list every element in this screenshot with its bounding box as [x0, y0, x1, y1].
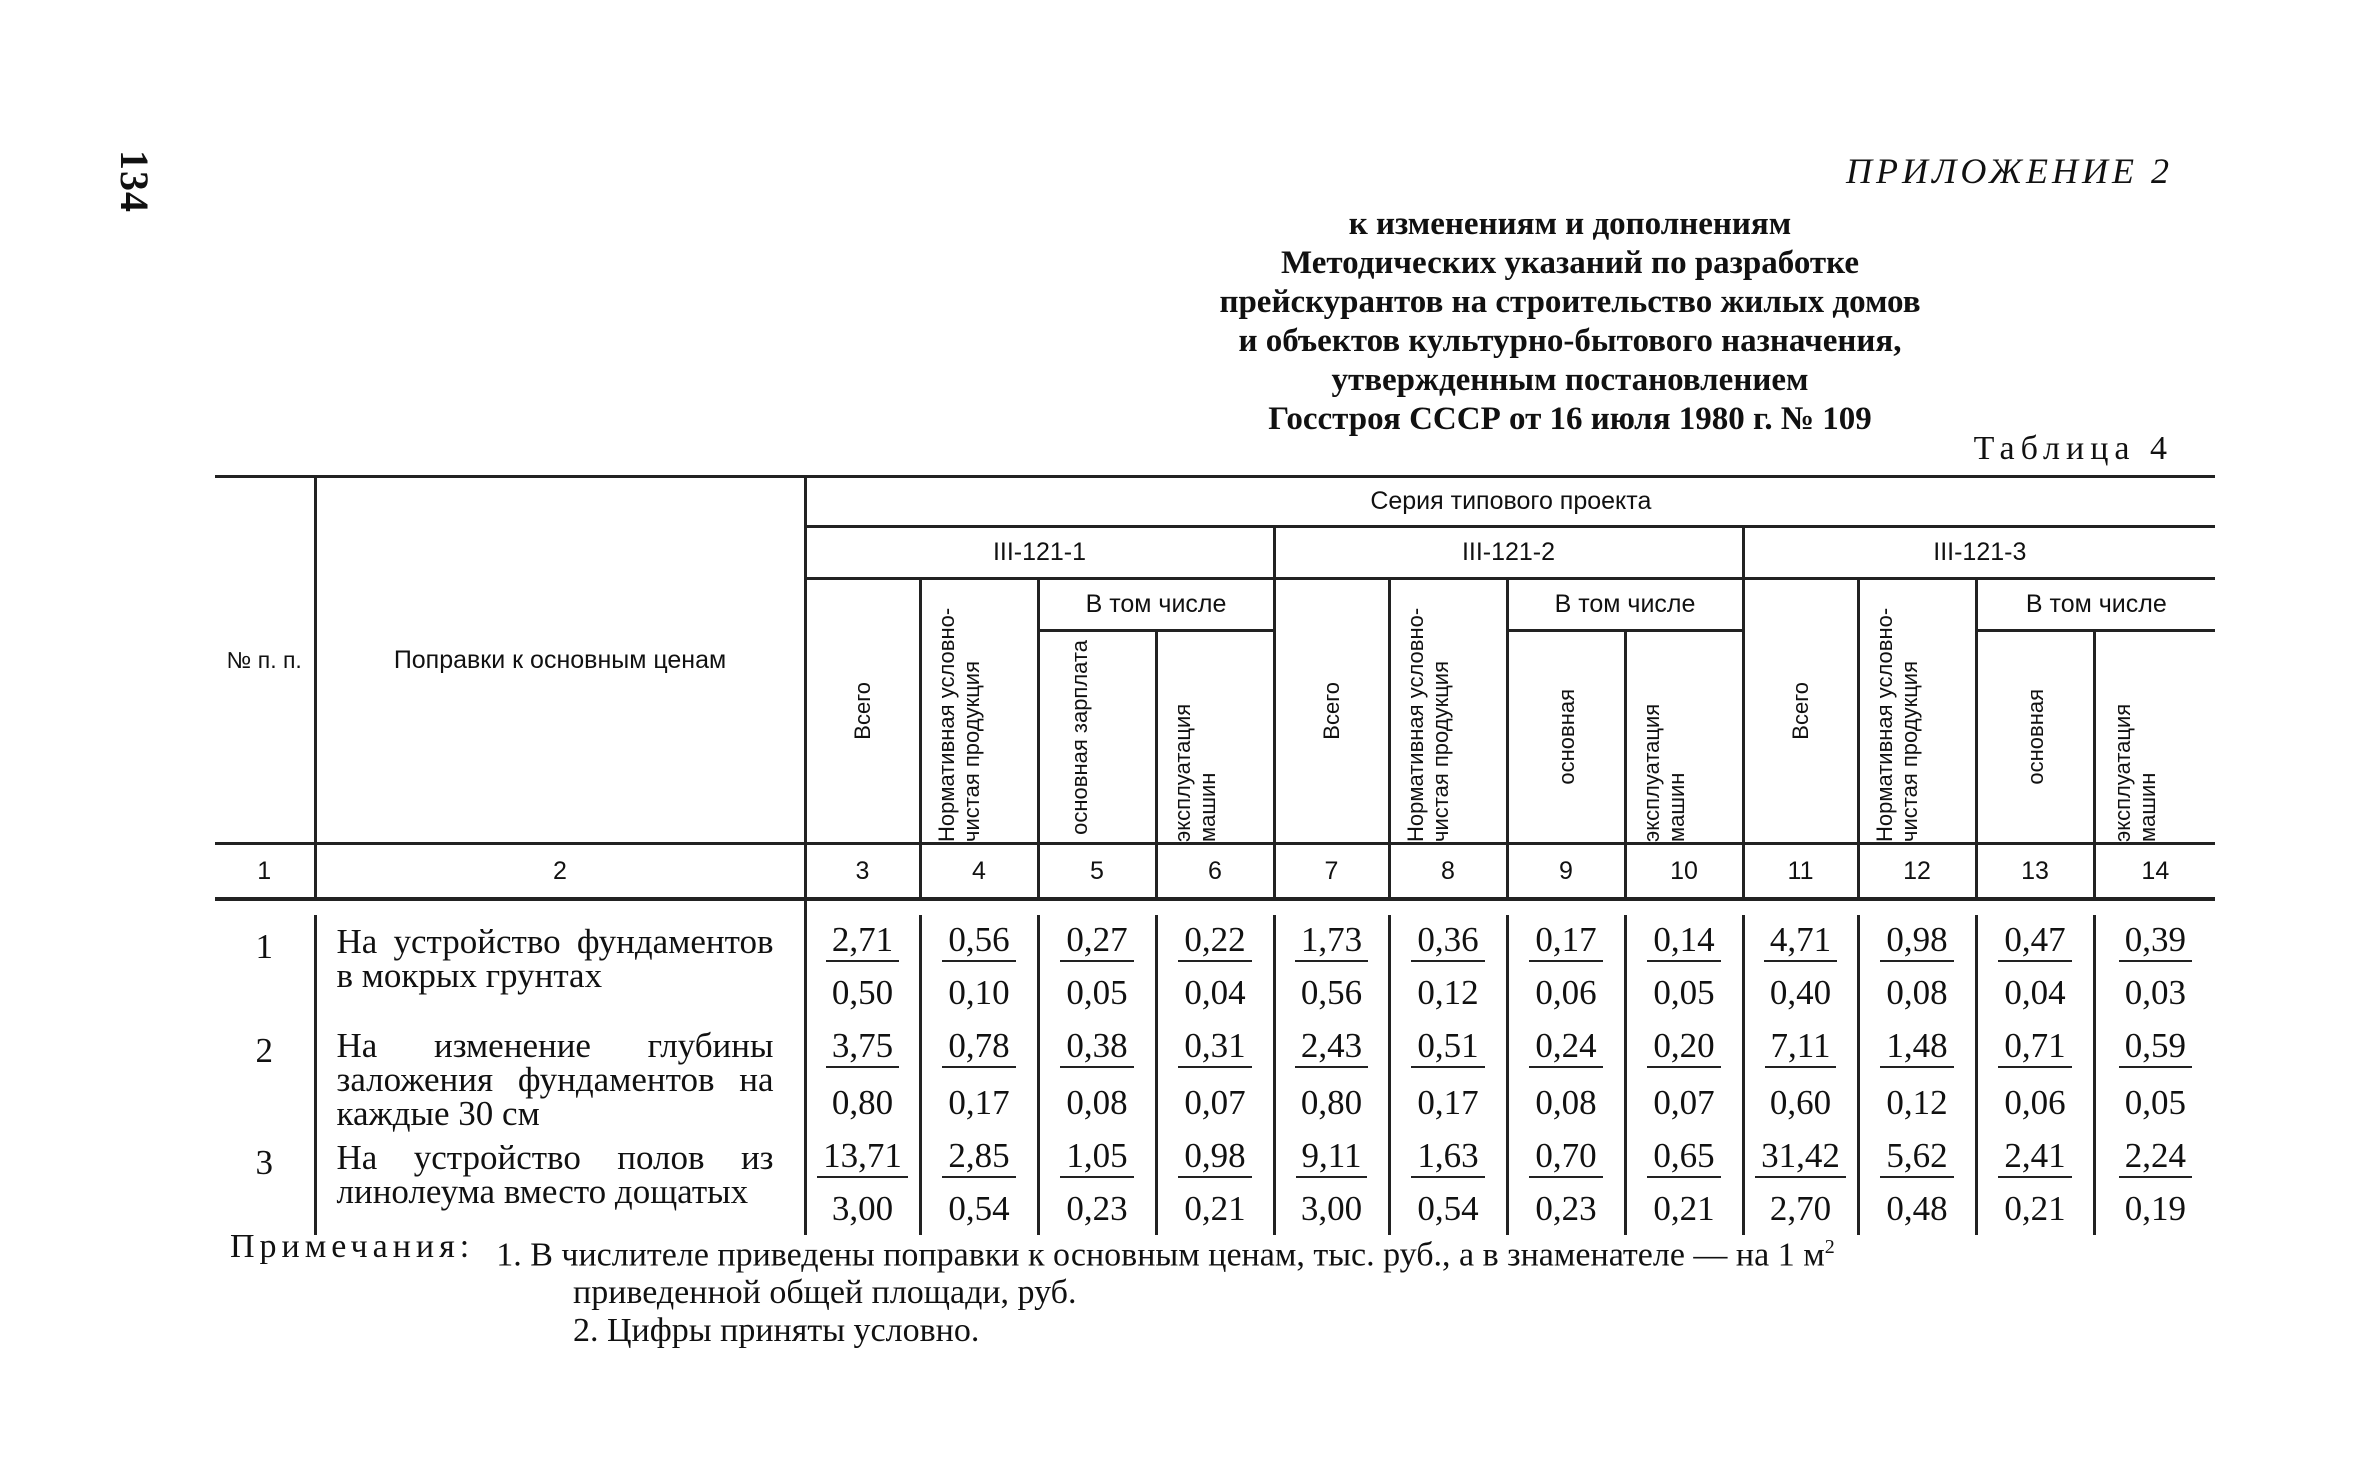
numerator-cell: 0,56	[920, 915, 1038, 967]
note-1: 1. В числителе приведены поправки к основным ценам, тыс. руб., а в знаменателе — на 1 $м^2$	[496, 1236, 1835, 1274]
numerator-cell: 0,27	[1038, 915, 1156, 967]
denominator-cell: 0,17	[920, 1075, 1038, 1131]
column-number: 11	[1743, 844, 1858, 900]
row-number: 1	[255, 927, 273, 966]
row-number: 2	[255, 1031, 273, 1070]
header-total-3: Всего	[1743, 579, 1858, 844]
header-series-2: III-121-2	[1274, 527, 1743, 579]
page-number: 134	[112, 150, 157, 213]
denominator-cell: 0,03	[2094, 967, 2215, 1019]
numerator-cell: 13,71	[805, 1131, 920, 1183]
denominator-cell: 0,06	[1976, 1075, 2094, 1131]
denominator-cell: 0,40	[1743, 967, 1858, 1019]
denominator-cell: 0,48	[1858, 1183, 1976, 1235]
denominator-cell: 0,56	[1274, 967, 1389, 1019]
header-including-2: В том числе	[1507, 579, 1743, 631]
denominator-cell: 0,23	[1507, 1183, 1625, 1235]
numerator-cell: 1,63	[1389, 1131, 1507, 1183]
heading-line: прейскурантов на строительство жилых домов	[1219, 284, 1921, 320]
denominator-cell: 0,06	[1507, 967, 1625, 1019]
numerator-cell: 2,24	[2094, 1131, 2215, 1183]
numerator-cell: 1,05	[1038, 1131, 1156, 1183]
denominator-cell: 0,05	[1625, 967, 1743, 1019]
denominator-cell: 0,10	[920, 967, 1038, 1019]
denominator-cell: 0,07	[1156, 1075, 1274, 1131]
note-1-continuation: приведенной общей площади, руб.	[573, 1274, 1077, 1312]
column-number: 13	[1976, 844, 2094, 900]
corrections-table	[215, 475, 2215, 1235]
denominator-cell: 0,12	[1389, 967, 1507, 1019]
header-corrections: Поправки к основным ценам	[315, 477, 805, 844]
numerator-cell: 0,20	[1625, 1019, 1743, 1075]
numerator-cell: 0,17	[1507, 915, 1625, 967]
numerator-cell: 4,71	[1743, 915, 1858, 967]
numerator-cell: 0,65	[1625, 1131, 1743, 1183]
denominator-cell: 0,54	[1389, 1183, 1507, 1235]
numerator-cell: 0,38	[1038, 1019, 1156, 1075]
numerator-cell: 2,41	[1976, 1131, 2094, 1183]
denominator-cell: 0,21	[1976, 1183, 2094, 1235]
header-basic-2: основная	[1507, 631, 1625, 844]
denominator-cell: 0,80	[805, 1075, 920, 1131]
column-number: 3	[805, 844, 920, 900]
denominator-cell: 3,00	[1274, 1183, 1389, 1235]
numerator-cell: 5,62	[1858, 1131, 1976, 1183]
denominator-cell: 0,19	[2094, 1183, 2215, 1235]
header-series-1: III-121-1	[805, 527, 1274, 579]
column-number: 10	[1625, 844, 1743, 900]
denominator-cell: 2,70	[1743, 1183, 1858, 1235]
row-description: На устройство полов из линолеума вместо дощатых	[315, 1131, 805, 1235]
column-number: 2	[315, 844, 805, 900]
appendix-label: ПРИЛОЖЕНИЕ 2	[1846, 151, 2173, 191]
denominator-cell: 0,08	[1858, 967, 1976, 1019]
numerator-cell: 2,85	[920, 1131, 1038, 1183]
note-2: 2. Цифры приняты условно.	[573, 1312, 980, 1350]
numerator-cell: 1,73	[1274, 915, 1389, 967]
numerator-cell: 0,78	[920, 1019, 1038, 1075]
denominator-cell: 0,08	[1507, 1075, 1625, 1131]
denominator-cell: 0,80	[1274, 1075, 1389, 1131]
denominator-cell: 0,07	[1625, 1075, 1743, 1131]
denominator-cell: 0,08	[1038, 1075, 1156, 1131]
notes-label: Примечания:	[230, 1228, 475, 1265]
denominator-cell: 0,21	[1625, 1183, 1743, 1235]
header-basic-wage-1: основная зарплата	[1038, 631, 1156, 844]
column-number: 9	[1507, 844, 1625, 900]
header-basic-3: основная	[1976, 631, 2094, 844]
numerator-cell: 0,36	[1389, 915, 1507, 967]
numerator-cell: 0,39	[2094, 915, 2215, 967]
denominator-cell: 0,05	[2094, 1075, 2215, 1131]
denominator-cell: 0,21	[1156, 1183, 1274, 1235]
heading-line: к изменениям и дополнениям	[1348, 206, 1792, 242]
column-number: 8	[1389, 844, 1507, 900]
header-total-1: Всего	[805, 579, 920, 844]
header-machines-2: эксплуатация машин	[1625, 631, 1743, 844]
column-number: 4	[920, 844, 1038, 900]
numerator-cell: 0,14	[1625, 915, 1743, 967]
heading-line: и объектов культурно-бытового назначения,	[1238, 323, 1902, 359]
numerator-cell: 7,11	[1743, 1019, 1858, 1075]
header-series-3: III-121-3	[1743, 527, 2215, 579]
numerator-cell: 1,48	[1858, 1019, 1976, 1075]
header-including-1: В том числе	[1038, 579, 1274, 631]
numerator-cell: 0,47	[1976, 915, 2094, 967]
header-num: № п. п.	[215, 477, 315, 844]
denominator-cell: 0,60	[1743, 1075, 1858, 1131]
table-label: Таблица 4	[1973, 430, 2173, 467]
header-normative-2: Нормативная условно-чистая продукция	[1389, 579, 1507, 844]
denominator-cell: 3,00	[805, 1183, 920, 1235]
header-including-3: В том числе	[1976, 579, 2215, 631]
row-description: На изменение глубины заложения фундаментов на каждые 30 см	[315, 1019, 805, 1131]
numerator-cell: 0,22	[1156, 915, 1274, 967]
table-body	[215, 899, 2215, 1235]
header-normative-1: Нормативная условно-чистая продукция	[920, 579, 1038, 844]
numerator-cell: 2,43	[1274, 1019, 1389, 1075]
header-machines-1: эксплуатация машин	[1156, 631, 1274, 844]
denominator-cell: 0,04	[1976, 967, 2094, 1019]
document-heading	[1040, 205, 2100, 439]
numerator-cell: 3,75	[805, 1019, 920, 1075]
column-number: 5	[1038, 844, 1156, 900]
row-description: На устройство фундаментов в мокрых грунтах	[315, 915, 805, 1019]
numerator-cell: 0,59	[2094, 1019, 2215, 1075]
numerator-cell: 0,98	[1858, 915, 1976, 967]
denominator-cell: 0,50	[805, 967, 920, 1019]
notes	[230, 1228, 1835, 1350]
denominator-cell: 0,05	[1038, 967, 1156, 1019]
numerator-cell: 0,31	[1156, 1019, 1274, 1075]
denominator-cell: 0,12	[1858, 1075, 1976, 1131]
numerator-cell: 2,71	[805, 915, 920, 967]
header-machines-3: эксплуатация машин	[2094, 631, 2215, 844]
header-normative-3: Нормативная условно-чистая продукция	[1858, 579, 1976, 844]
denominator-cell: 0,17	[1389, 1075, 1507, 1131]
heading-line: Госстроя СССР от 16 июля 1980 г. № 109	[1268, 401, 1872, 437]
numerator-cell: 0,70	[1507, 1131, 1625, 1183]
denominator-cell: 0,54	[920, 1183, 1038, 1235]
column-number: 12	[1858, 844, 1976, 900]
column-number: 1	[215, 844, 315, 900]
heading-line: Методических указаний по разработке	[1281, 245, 1859, 281]
row-number: 3	[255, 1143, 273, 1182]
column-number: 14	[2094, 844, 2215, 900]
numerator-cell: 0,24	[1507, 1019, 1625, 1075]
numerator-cell: 0,71	[1976, 1019, 2094, 1075]
numerator-cell: 9,11	[1274, 1131, 1389, 1183]
header-series-title: Серия типового проекта	[805, 477, 2215, 527]
numerator-cell: 0,98	[1156, 1131, 1274, 1183]
denominator-cell: 0,23	[1038, 1183, 1156, 1235]
header-total-2: Всего	[1274, 579, 1389, 844]
column-number: 6	[1156, 844, 1274, 900]
numerator-cell: 31,42	[1743, 1131, 1858, 1183]
denominator-cell: 0,04	[1156, 967, 1274, 1019]
column-number: 7	[1274, 844, 1389, 900]
numerator-cell: 0,51	[1389, 1019, 1507, 1075]
heading-line: утвержденным постановлением	[1331, 362, 1809, 398]
